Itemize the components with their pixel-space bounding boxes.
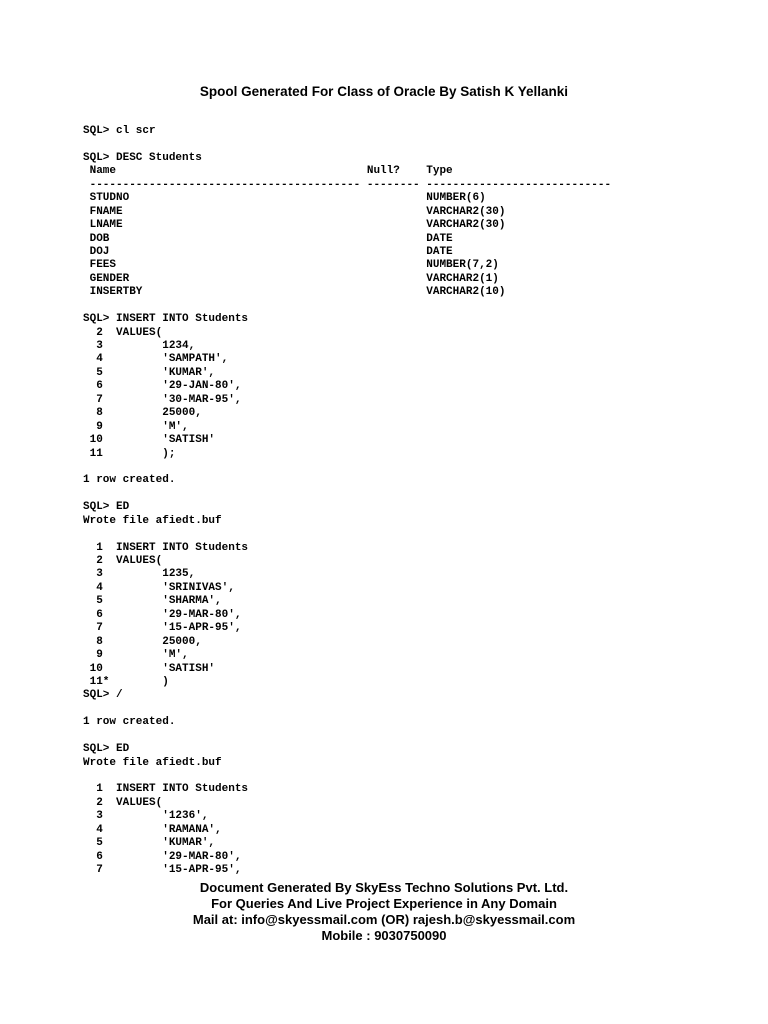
spool-line: [83, 528, 611, 541]
spool-line: SQL> DESC Students: [83, 151, 202, 164]
spool-line: 11* ): [83, 675, 169, 688]
spool-line: 6 '29-MAR-80',: [83, 850, 242, 863]
spool-line: 4 'RAMANA',: [83, 823, 222, 836]
spool-line: 8 25000,: [83, 407, 202, 420]
spool-line: LNAME VARCHAR2(30): [83, 219, 506, 232]
spool-line: SQL> ED: [83, 743, 130, 756]
spool-line: [83, 703, 611, 716]
spool-line: Name Null? Type: [83, 165, 453, 178]
spool-line: ----------------------------------------- -------- ----------------------------: [83, 178, 612, 191]
spool-line: FNAME VARCHAR2(30): [83, 205, 506, 218]
spool-line: 9 'M',: [83, 420, 189, 433]
spool-line: [83, 770, 611, 783]
spool-line: [83, 730, 611, 743]
document-footer: [0, 880, 768, 944]
spool-line: 3 1235,: [83, 568, 196, 581]
spool-output: [83, 125, 611, 878]
spool-line: 2 VALUES(: [83, 326, 163, 339]
spool-line: DOJ DATE: [83, 245, 453, 258]
spool-line: 5 'KUMAR',: [83, 837, 216, 850]
spool-line: DOB DATE: [83, 232, 453, 245]
spool-line: INSERTBY VARCHAR2(10): [83, 286, 506, 299]
spool-line: Wrote file afiedt.buf: [83, 514, 222, 527]
spool-line: 3 '1236',: [83, 810, 209, 823]
spool-line: [83, 300, 611, 313]
spool-line: 10 'SATISH': [83, 434, 216, 447]
spool-line: FEES NUMBER(7,2): [83, 259, 499, 272]
footer-mobile-line: Mobile : 9030750090: [321, 928, 447, 943]
spool-line: SQL> cl scr: [83, 125, 156, 137]
spool-line: 1 INSERT INTO Students: [83, 541, 249, 554]
spool-line: 1 row created.: [83, 716, 176, 729]
spool-line: 6 '29-MAR-80',: [83, 608, 242, 621]
footer-company-line: Document Generated By SkyEss Techno Solutions Pvt. Ltd.: [199, 880, 569, 895]
spool-line: 7 '30-MAR-95',: [83, 393, 242, 406]
spool-line: 1 INSERT INTO Students: [83, 783, 249, 796]
page-title: Spool Generated For Class of Oracle By Satish K Yellanki: [199, 84, 569, 99]
spool-line: 11 );: [83, 447, 176, 460]
spool-line: [83, 138, 611, 151]
spool-line: [83, 461, 611, 474]
spool-line: 4 'SRINIVAS',: [83, 581, 235, 594]
spool-line: SQL> INSERT INTO Students: [83, 313, 249, 326]
spool-line: Wrote file afiedt.buf: [83, 756, 222, 769]
spool-line: 9 'M',: [83, 649, 189, 662]
spool-line: [83, 488, 611, 501]
spool-line: SQL> /: [83, 689, 123, 702]
spool-line: 5 'SHARMA',: [83, 595, 222, 608]
footer-mail-line: Mail at: info@skyessmail.com (OR) rajesh.b@skyessmail.com: [192, 912, 576, 927]
spool-line: 6 '29-JAN-80',: [83, 380, 242, 393]
spool-line: 2 VALUES(: [83, 796, 163, 809]
spool-line: 7 '15-APR-95',: [83, 864, 242, 877]
spool-line: 8 25000,: [83, 635, 202, 648]
spool-line: 10 'SATISH': [83, 662, 216, 675]
spool-line: GENDER VARCHAR2(1): [83, 272, 499, 285]
spool-line: 5 'KUMAR',: [83, 366, 216, 379]
spool-line: SQL> ED: [83, 501, 130, 514]
spool-line: STUDNO NUMBER(6): [83, 192, 486, 205]
footer-queries-line: For Queries And Live Project Experience in Any Domain: [211, 896, 557, 911]
spool-line: 2 VALUES(: [83, 555, 163, 567]
spool-line: 1 row created.: [83, 474, 176, 487]
spool-line: 3 1234,: [83, 340, 196, 352]
spool-line: 7 '15-APR-95',: [83, 622, 242, 635]
spool-line: 4 'SAMPATH',: [83, 353, 229, 366]
